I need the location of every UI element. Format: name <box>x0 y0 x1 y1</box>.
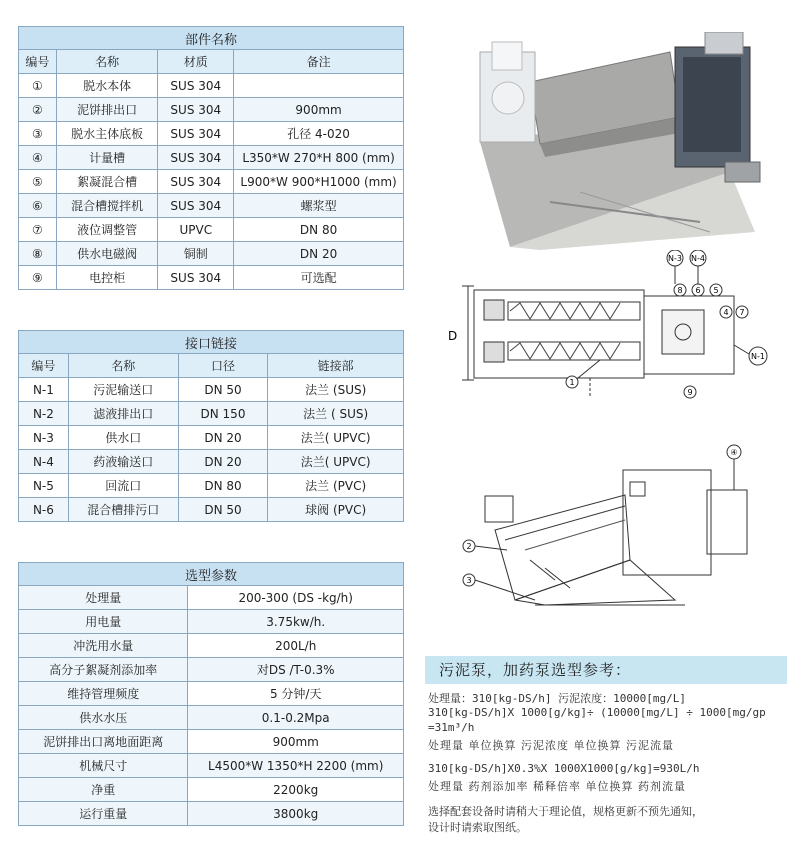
parts-cell: L350*W 270*H 800 (mm) <box>234 146 404 170</box>
notice-line-1: 选择配套设备时请稍大于理论值，规格更新不预先通知， <box>428 805 703 818</box>
parts-cell: ④ <box>19 146 57 170</box>
pump-line-3: =31m³/h <box>428 721 475 734</box>
parts-cell: SUS 304 <box>158 122 234 146</box>
ports-cell: DN 80 <box>178 474 268 498</box>
pump-line-6: 处理量 药剂添加率 稀释倍率 单位换算 药剂流量 <box>428 780 686 793</box>
ports-header: 口径 <box>178 354 268 378</box>
ports-cell: 法兰 ( SUS) <box>268 402 404 426</box>
params-cell: 用电量 <box>19 610 188 634</box>
pump-line-1: 处理量：310[kg-DS/h] 污泥浓度：10000[mg/L] <box>428 692 686 705</box>
params-cell: 2200kg <box>188 778 404 802</box>
parts-header: 名称 <box>56 50 158 74</box>
params-cell: 0.1-0.2Mpa <box>188 706 404 730</box>
table-row <box>19 122 404 146</box>
table-row <box>19 170 404 194</box>
ports-cell: N-2 <box>19 402 69 426</box>
pump-line-4: 处理量 单位换算 污泥浓度 单位换算 污泥流量 <box>428 739 674 752</box>
parts-cell: 絮凝混合槽 <box>56 170 158 194</box>
ports-cell: N-4 <box>19 450 69 474</box>
params-cell: 维持管理频度 <box>19 682 188 706</box>
table-row <box>19 586 404 610</box>
parts-cell: SUS 304 <box>158 194 234 218</box>
table-row <box>19 682 404 706</box>
parts-cell: ⑤ <box>19 170 57 194</box>
parts-header: 材质 <box>158 50 234 74</box>
dim-label-d: D <box>448 329 458 343</box>
parts-cell: DN 80 <box>234 218 404 242</box>
table-row <box>19 74 404 98</box>
ports-header: 编号 <box>19 354 69 378</box>
parts-cell: 铜制 <box>158 242 234 266</box>
callout-5: 5 <box>713 286 719 295</box>
ports-cell: DN 50 <box>178 378 268 402</box>
callout-8: 8 <box>677 286 683 295</box>
ports-header: 链接部 <box>268 354 404 378</box>
ports-cell: DN 20 <box>178 426 268 450</box>
parts-cell: DN 20 <box>234 242 404 266</box>
params-cell: 运行重量 <box>19 802 188 826</box>
params-cell: 高分子絮凝剂添加率 <box>19 658 188 682</box>
table-row <box>19 634 404 658</box>
pump-section-title: 污泥泵，加药泵选型参考： <box>425 656 787 684</box>
params-cell: 冲洗用水量 <box>19 634 188 658</box>
ports-cell: DN 150 <box>178 402 268 426</box>
params-cell: 5 分钟/天 <box>188 682 404 706</box>
machine-photo <box>470 32 770 252</box>
parts-cell: 电控柜 <box>56 266 158 290</box>
ports-cell: 球阀 (PVC) <box>268 498 404 522</box>
parts-cell: 脱水本体 <box>56 74 158 98</box>
ports-cell: DN 50 <box>178 498 268 522</box>
parts-cell: L900*W 900*H1000 (mm) <box>234 170 404 194</box>
table-row <box>19 402 404 426</box>
table-row <box>19 754 404 778</box>
parts-cell: SUS 304 <box>158 146 234 170</box>
callout-6: 6 <box>695 286 701 295</box>
table-row <box>19 498 404 522</box>
parts-cell: 螺浆型 <box>234 194 404 218</box>
parts-cell: 泥饼排出口 <box>56 98 158 122</box>
table-row <box>19 730 404 754</box>
params-cell: 泥饼排出口离地面距离 <box>19 730 188 754</box>
ports-cell: 法兰( UPVC) <box>268 426 404 450</box>
ports-cell: N-5 <box>19 474 69 498</box>
parts-cell: 孔径 4-020 <box>234 122 404 146</box>
table-row <box>19 450 404 474</box>
callout-4: 4 <box>723 308 729 317</box>
table-row <box>19 194 404 218</box>
parts-cell: 液位调整管 <box>56 218 158 242</box>
ports-cell: N-6 <box>19 498 69 522</box>
params-table <box>18 562 404 826</box>
ports-cell: DN 20 <box>178 450 268 474</box>
parts-cell: ⑦ <box>19 218 57 242</box>
ports-cell: 污泥输送口 <box>68 378 178 402</box>
parts-table-title: 部件名称 <box>19 27 404 50</box>
params-cell: 净重 <box>19 778 188 802</box>
callout-9: 9 <box>687 388 693 397</box>
ports-table-title: 接口链接 <box>19 331 404 354</box>
pump-line-2: 310[kg-DS/h]X 1000[g/kg]÷ (10000[mg/L] ÷ 1000[mg/gp <box>428 706 766 719</box>
ports-table <box>18 330 404 522</box>
table-row <box>19 146 404 170</box>
params-cell: 对DS /T-0.3% <box>188 658 404 682</box>
parts-cell: ⑥ <box>19 194 57 218</box>
callout-3: 3 <box>466 576 472 585</box>
table-row <box>19 242 404 266</box>
params-cell: 机械尺寸 <box>19 754 188 778</box>
table-row <box>19 98 404 122</box>
callout-n3: N-3 <box>668 254 682 263</box>
side-view-drawing <box>445 440 775 620</box>
callout-4-side: ④ <box>730 448 738 457</box>
parts-cell: ② <box>19 98 57 122</box>
ports-cell: 滤液排出口 <box>68 402 178 426</box>
table-row <box>19 658 404 682</box>
table-row <box>19 778 404 802</box>
parts-cell <box>234 74 404 98</box>
ports-cell: N-3 <box>19 426 69 450</box>
parts-table <box>18 26 404 290</box>
notice-line-2: 设计时请索取图纸。 <box>428 821 527 834</box>
callout-1: 1 <box>569 378 575 387</box>
parts-cell: SUS 304 <box>158 266 234 290</box>
params-cell: 200L/h <box>188 634 404 658</box>
callout-n4: N-4 <box>691 254 705 263</box>
table-row <box>19 426 404 450</box>
ports-cell: 药液输送口 <box>68 450 178 474</box>
params-table-title: 选型参数 <box>19 563 404 586</box>
table-row <box>19 802 404 826</box>
parts-cell: ⑧ <box>19 242 57 266</box>
ports-cell: 法兰 (SUS) <box>268 378 404 402</box>
params-cell: L4500*W 1350*H 2200 (mm) <box>188 754 404 778</box>
callout-n1: N-1 <box>751 352 765 361</box>
parts-cell: ⑨ <box>19 266 57 290</box>
table-row <box>19 706 404 730</box>
ports-cell: 法兰 (PVC) <box>268 474 404 498</box>
parts-cell: 计量槽 <box>56 146 158 170</box>
ports-cell: 混合槽排污口 <box>68 498 178 522</box>
parts-cell: SUS 304 <box>158 74 234 98</box>
table-row <box>19 610 404 634</box>
table-row <box>19 378 404 402</box>
parts-cell: 可选配 <box>234 266 404 290</box>
ports-cell: 供水口 <box>68 426 178 450</box>
parts-cell: 供水电磁阀 <box>56 242 158 266</box>
pump-line-5: 310[kg-DS/h]X0.3%X 1000X1000[g/kg]=930L/h <box>428 762 700 775</box>
ports-cell: N-1 <box>19 378 69 402</box>
parts-cell: ③ <box>19 122 57 146</box>
parts-header: 备注 <box>234 50 404 74</box>
parts-cell: SUS 304 <box>158 98 234 122</box>
parts-cell: ① <box>19 74 57 98</box>
params-cell: 200-300 (DS -kg/h) <box>188 586 404 610</box>
params-cell: 处理量 <box>19 586 188 610</box>
ports-cell: 法兰( UPVC) <box>268 450 404 474</box>
table-row <box>19 474 404 498</box>
params-cell: 3800kg <box>188 802 404 826</box>
top-view-drawing <box>440 250 790 400</box>
parts-cell: 900mm <box>234 98 404 122</box>
parts-cell: SUS 304 <box>158 170 234 194</box>
ports-cell: 回流口 <box>68 474 178 498</box>
params-cell: 900mm <box>188 730 404 754</box>
params-cell: 3.75kw/h. <box>188 610 404 634</box>
parts-header: 编号 <box>19 50 57 74</box>
callout-7: 7 <box>739 308 745 317</box>
parts-cell: 混合槽搅拌机 <box>56 194 158 218</box>
parts-cell: 脱水主体底板 <box>56 122 158 146</box>
table-row <box>19 218 404 242</box>
table-row <box>19 266 404 290</box>
params-cell: 供水水压 <box>19 706 188 730</box>
parts-cell: UPVC <box>158 218 234 242</box>
callout-2: 2 <box>466 542 472 551</box>
ports-header: 名称 <box>68 354 178 378</box>
